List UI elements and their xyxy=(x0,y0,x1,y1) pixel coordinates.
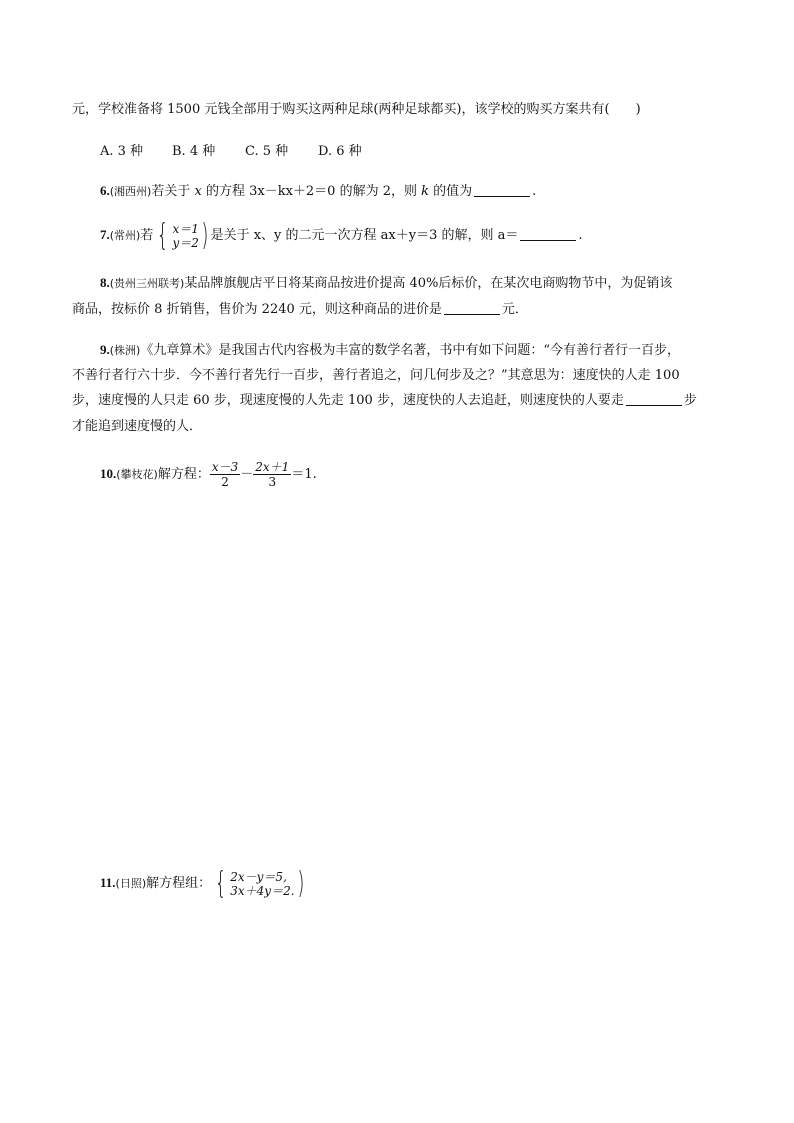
left-brace-icon: { xyxy=(157,217,169,253)
question-number: 7. xyxy=(100,227,110,242)
right-brace-icon: ) xyxy=(296,865,304,901)
question-number: 10. xyxy=(100,466,117,481)
question-source: (常州) xyxy=(109,229,141,242)
fraction-2: $\frac{2x+1}{3}$ xyxy=(255,460,290,489)
question-source: (日照) xyxy=(115,877,147,890)
question-11: 11.(日照)解方程组： { 2x－y＝5, 3x＋4y＝2. ) xyxy=(100,866,734,901)
question-number: 9. xyxy=(100,342,110,357)
answer-blank xyxy=(474,182,530,197)
option-d: D. 6 种 xyxy=(318,144,362,159)
question-6: 6.(湘西州)若关于 x 的方程 3x－kx＋2＝0 的解为 2，则 k 的值为 . xyxy=(100,183,537,199)
question-9-line-3: 步，速度慢的人只走 60 步，现速度慢的人先走 100 步，速度快的人去追赶，则速度快的人要走 步 xyxy=(72,393,697,408)
question-source: (湘西州) xyxy=(109,185,152,198)
question-number: 8. xyxy=(100,275,110,290)
right-brace-icon: ) xyxy=(201,217,209,253)
option-b: B. 4 种 xyxy=(172,144,216,159)
left-brace-icon: { xyxy=(214,865,227,901)
q5-continuation: 元，学校准备将 1500 元钱全部用于购买这两种足球(两种足球都买)，该学校的购买方案共有( ) xyxy=(72,102,641,117)
question-8: 8.(贵州三州联考)某品牌旗舰店平日将某商品按进价提高 40%后标价，在某次电商购物节中，为促销该 xyxy=(100,275,673,291)
answer-blank xyxy=(520,226,576,241)
answer-blank xyxy=(444,300,500,315)
question-source: (贵州三州联考) xyxy=(109,277,185,290)
question-number: 6. xyxy=(100,183,110,198)
equation-system: { x＝1 y＝2 ) xyxy=(157,217,209,253)
question-9: 9.(株洲)《九章算术》是我国古代内容极为丰富的数学名著，书中有如下问题：“今有善行者行一百步， xyxy=(100,342,680,358)
question-source: (攀枝花) xyxy=(116,468,158,481)
option-c: C. 5 种 xyxy=(245,144,289,159)
question-7: 7.(常州)若 { x＝1 y＝2 ) 是关于 x、y 的二元一次方程 ax＋y＝3 的解，则 a＝ . xyxy=(100,217,583,253)
fraction-1: $\frac{x-3}{2}$ xyxy=(211,460,239,489)
question-8-line-2: 商品，按标价 8 折销售，售价为 2240 元，则这种商品的进价是 元． xyxy=(72,302,528,317)
option-a: A. 3 种 xyxy=(100,144,144,159)
equation-system: { 2x－y＝5, 3x＋4y＝2. ) xyxy=(214,865,304,901)
question-number: 11. xyxy=(100,875,116,890)
question-9-line-4: 才能追到速度慢的人． xyxy=(72,419,203,434)
question-10: 10.(攀枝花)解方程： $\frac{x-3}{2}$ － $\frac{2x+1}{3}$ ＝1. xyxy=(100,460,317,489)
question-9-line-2: 不善行者行六十步．今不善行者先行一百步，善行者追之，问几何步及之？”其意思为：速度快的人走 100 xyxy=(72,368,680,383)
answer-blank xyxy=(626,391,682,406)
question-source: (株洲) xyxy=(109,344,141,357)
